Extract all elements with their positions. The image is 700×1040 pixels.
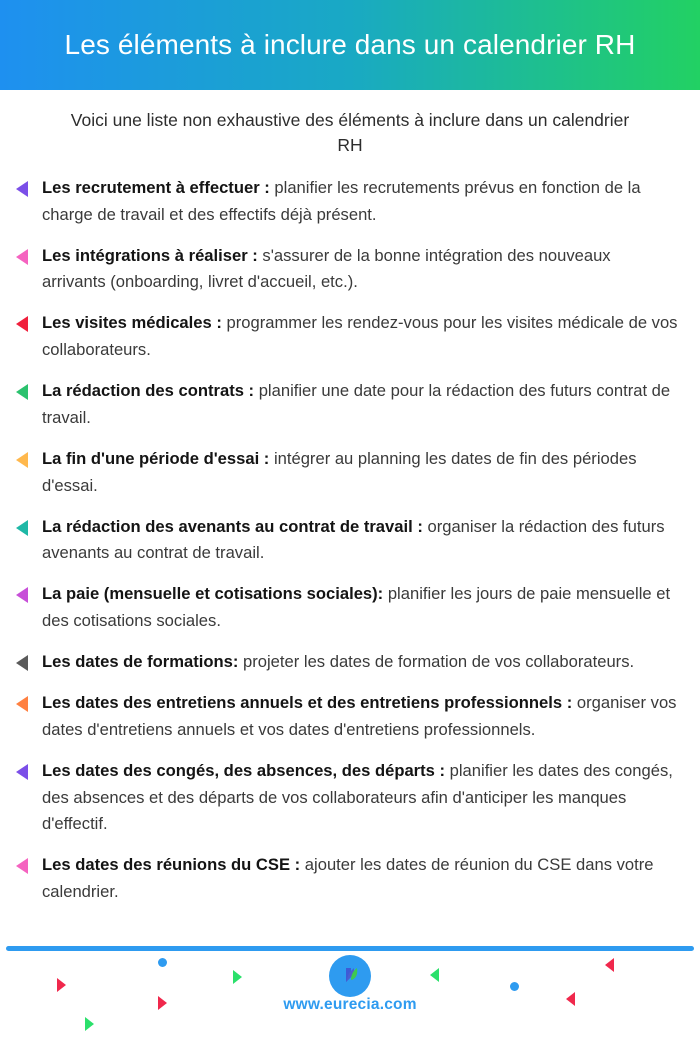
- triangle-bullet-icon: [16, 696, 38, 712]
- list-item: [16, 175, 678, 229]
- intro-paragraph: Voici une liste non exhaustive des éléments à inclure dans un calendrier RH: [70, 110, 630, 156]
- list-item-text: [42, 446, 678, 500]
- list-item-text: [42, 852, 678, 906]
- list-item: [16, 378, 678, 432]
- triangle-left-decoration: [430, 968, 439, 982]
- list-item-text: [42, 310, 678, 364]
- list-item-text: [42, 378, 678, 432]
- footer-divider: [6, 946, 694, 951]
- list-item-text: [42, 243, 678, 297]
- triangle-bullet-icon: [16, 384, 38, 400]
- list-item-text: [42, 758, 678, 839]
- list-item-title: Les recrutement à effectuer :: [42, 177, 270, 197]
- triangle-bullet-icon: [16, 587, 38, 603]
- triangle-bullet-icon: [16, 520, 38, 536]
- triangle-right-decoration: [158, 996, 167, 1010]
- list-item-title: Les intégrations à réaliser :: [42, 245, 258, 265]
- triangle-left-decoration: [566, 992, 575, 1006]
- triangle-bullet-icon: [16, 764, 28, 780]
- triangle-bullet-icon: [16, 316, 38, 332]
- triangle-bullet-icon: [16, 249, 28, 265]
- list-item-title: La fin d'une période d'essai :: [42, 448, 270, 468]
- list-item: [16, 514, 678, 568]
- list-item: [16, 852, 678, 906]
- list-item-description: organiser vos dates d'entretiens annuels et vos dates d'entretiens professionnels.: [42, 692, 677, 739]
- triangle-bullet-icon: [16, 520, 28, 536]
- list-item-description: organiser la rédaction des futurs avenants au contrat de travail.: [42, 516, 665, 563]
- triangle-bullet-icon: [16, 764, 38, 780]
- list-item: [16, 690, 678, 744]
- triangle-bullet-icon: [16, 452, 28, 468]
- triangle-bullet-icon: [16, 452, 38, 468]
- triangle-bullet-icon: [16, 181, 28, 197]
- triangle-bullet-icon: [16, 858, 28, 874]
- list-item-title: La rédaction des avenants au contrat de travail :: [42, 516, 423, 536]
- website-url[interactable]: www.eurecia.com: [283, 996, 417, 1013]
- triangle-bullet-icon: [16, 655, 38, 671]
- list-item-title: Les visites médicales :: [42, 313, 222, 333]
- list-item-text: [42, 690, 678, 744]
- list-item-description: planifier les dates des congés, des absences et des départs de vos collaborateurs afin d'anticiper les manques d'effectif.: [42, 760, 673, 834]
- triangle-right-decoration: [57, 978, 66, 992]
- list-item-description: planifier les recrutements prévus en fonction de la charge de travail et des effectifs déjà présent.: [42, 177, 641, 224]
- list-item-title: Les dates des entretiens annuels et des entretiens professionnels :: [42, 692, 573, 712]
- list-item-title: La paie (mensuelle et cotisations sociales):: [42, 584, 384, 604]
- circle-decoration: [158, 958, 167, 967]
- list-item-description: programmer les rendez-vous pour les visites médicale de vos collaborateurs.: [42, 313, 678, 360]
- page-title: Les éléments à inclure dans un calendrier RH: [64, 29, 636, 61]
- list-item-description: s'assurer de la bonne intégration des nouveaux arrivants (onboarding, livret d'accueil, etc.).: [42, 245, 611, 292]
- list-item-text: [42, 514, 678, 568]
- triangle-bullet-icon: [16, 696, 28, 712]
- list-item: [16, 310, 678, 364]
- list-item: [16, 649, 678, 676]
- list-item-description: planifier une date pour la rédaction des futurs contrat de travail.: [42, 381, 671, 427]
- list-item-title: Les dates des congés, des absences, des départs :: [42, 760, 446, 780]
- list-item-description: ajouter les dates de réunion du CSE dans votre calendrier.: [42, 855, 654, 902]
- header-banner: [0, 0, 700, 90]
- list-item: [16, 243, 678, 297]
- triangle-bullet-icon: [16, 384, 28, 400]
- triangle-bullet-icon: [16, 858, 38, 874]
- list-item-text: [42, 581, 678, 635]
- triangle-bullet-icon: [16, 249, 38, 265]
- list-item-text: [42, 649, 678, 676]
- triangle-bullet-icon: [16, 181, 38, 197]
- bullet-list: [0, 175, 700, 906]
- triangle-left-decoration: [605, 958, 614, 972]
- list-item-title: La rédaction des contrats :: [42, 381, 255, 400]
- triangle-bullet-icon: [16, 316, 28, 332]
- circle-decoration: [510, 982, 519, 991]
- triangle-bullet-icon: [16, 655, 28, 671]
- triangle-bullet-icon: [16, 587, 28, 603]
- triangle-right-decoration: [233, 970, 242, 984]
- eurecia-logo: [329, 955, 371, 997]
- triangle-right-decoration: [85, 1017, 94, 1031]
- list-item-title: Les dates de formations:: [42, 652, 239, 671]
- list-item-description: intégrer au planning les dates de fin des périodes d'essai.: [42, 448, 637, 495]
- list-item: [16, 581, 678, 635]
- list-item-description: projeter les dates de formation de vos collaborateurs.: [238, 652, 635, 671]
- list-item-description: planifier les jours de paie mensuelle et des cotisations sociales.: [42, 584, 671, 631]
- list-item-text: [42, 175, 678, 229]
- list-item: [16, 758, 678, 839]
- list-item-title: Les dates des réunions du CSE :: [42, 855, 301, 875]
- list-item: [16, 446, 678, 500]
